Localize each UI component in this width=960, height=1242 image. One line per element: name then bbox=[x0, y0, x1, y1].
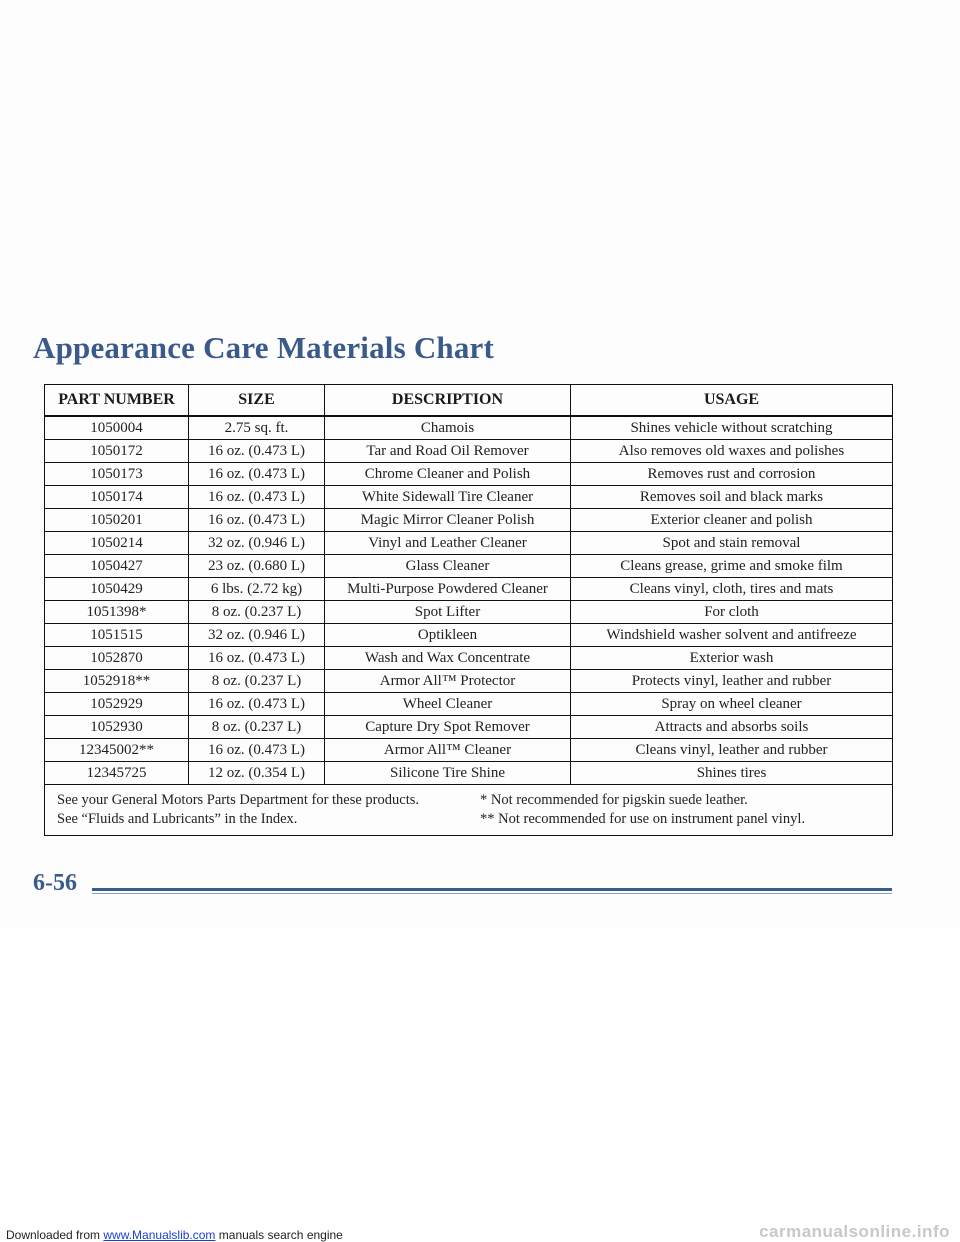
notes-cell bbox=[45, 785, 893, 836]
table-row bbox=[45, 509, 893, 532]
cell-description: Chamois bbox=[325, 416, 571, 440]
cell-usage: Spot and stain removal bbox=[571, 532, 893, 555]
table-row bbox=[45, 624, 893, 647]
page-title: Appearance Care Materials Chart bbox=[33, 330, 495, 365]
cell-description: Multi-Purpose Powdered Cleaner bbox=[325, 578, 571, 601]
cell-size: 2.75 sq. ft. bbox=[189, 416, 325, 440]
materials-table bbox=[44, 384, 893, 836]
header-part-number: PART NUMBER bbox=[45, 385, 189, 417]
cell-part-number: 1050427 bbox=[45, 555, 189, 578]
header-size: SIZE bbox=[189, 385, 325, 417]
cell-size: 16 oz. (0.473 L) bbox=[189, 486, 325, 509]
notes-row bbox=[45, 785, 893, 836]
cell-usage: Removes rust and corrosion bbox=[571, 463, 893, 486]
note-double-asterisk: ** Not recommended for use on instrument panel vinyl. bbox=[480, 811, 805, 827]
footer-rule-thin bbox=[92, 893, 892, 894]
cell-usage: Spray on wheel cleaner bbox=[571, 693, 893, 716]
cell-size: 16 oz. (0.473 L) bbox=[189, 440, 325, 463]
cell-size: 16 oz. (0.473 L) bbox=[189, 463, 325, 486]
cell-part-number: 12345002** bbox=[45, 739, 189, 762]
cell-size: 8 oz. (0.237 L) bbox=[189, 670, 325, 693]
cell-description: Wash and Wax Concentrate bbox=[325, 647, 571, 670]
table-row bbox=[45, 416, 893, 440]
cell-description: Optikleen bbox=[325, 624, 571, 647]
cell-part-number: 1052870 bbox=[45, 647, 189, 670]
header-description: DESCRIPTION bbox=[325, 385, 571, 417]
cell-part-number: 1050173 bbox=[45, 463, 189, 486]
cell-part-number: 1050429 bbox=[45, 578, 189, 601]
cell-description: Glass Cleaner bbox=[325, 555, 571, 578]
cell-usage: For cloth bbox=[571, 601, 893, 624]
cell-description: Tar and Road Oil Remover bbox=[325, 440, 571, 463]
cell-description: Armor All™ Cleaner bbox=[325, 739, 571, 762]
cell-usage: Removes soil and black marks bbox=[571, 486, 893, 509]
cell-size: 23 oz. (0.680 L) bbox=[189, 555, 325, 578]
cell-usage: Exterior wash bbox=[571, 647, 893, 670]
manualslib-link[interactable]: www.Manualslib.com bbox=[103, 1228, 216, 1242]
cell-size: 8 oz. (0.237 L) bbox=[189, 716, 325, 739]
banner-prefix: Downloaded from bbox=[6, 1228, 104, 1242]
cell-size: 16 oz. (0.473 L) bbox=[189, 509, 325, 532]
cell-usage: Exterior cleaner and polish bbox=[571, 509, 893, 532]
cell-part-number: 1052929 bbox=[45, 693, 189, 716]
cell-size: 32 oz. (0.946 L) bbox=[189, 532, 325, 555]
cell-size: 16 oz. (0.473 L) bbox=[189, 739, 325, 762]
table-row bbox=[45, 486, 893, 509]
cell-size: 8 oz. (0.237 L) bbox=[189, 601, 325, 624]
table-row bbox=[45, 440, 893, 463]
cell-size: 16 oz. (0.473 L) bbox=[189, 647, 325, 670]
cell-size: 16 oz. (0.473 L) bbox=[189, 693, 325, 716]
table-row bbox=[45, 670, 893, 693]
cell-part-number: 1050201 bbox=[45, 509, 189, 532]
cell-part-number: 1050174 bbox=[45, 486, 189, 509]
cell-part-number: 1051398* bbox=[45, 601, 189, 624]
cell-usage: Attracts and absorbs soils bbox=[571, 716, 893, 739]
cell-part-number: 12345725 bbox=[45, 762, 189, 785]
table-row bbox=[45, 647, 893, 670]
cell-usage: Cleans vinyl, leather and rubber bbox=[571, 739, 893, 762]
cell-usage: Also removes old waxes and polishes bbox=[571, 440, 893, 463]
cell-part-number: 1050172 bbox=[45, 440, 189, 463]
cell-description: Capture Dry Spot Remover bbox=[325, 716, 571, 739]
cell-description: Vinyl and Leather Cleaner bbox=[325, 532, 571, 555]
watermark: carmanualsonline.info bbox=[759, 1222, 950, 1241]
cell-usage: Cleans vinyl, cloth, tires and mats bbox=[571, 578, 893, 601]
cell-size: 12 oz. (0.354 L) bbox=[189, 762, 325, 785]
download-banner bbox=[6, 1228, 343, 1242]
cell-description: Silicone Tire Shine bbox=[325, 762, 571, 785]
cell-usage: Cleans grease, grime and smoke film bbox=[571, 555, 893, 578]
table-row bbox=[45, 693, 893, 716]
banner-suffix: manuals search engine bbox=[215, 1228, 343, 1242]
cell-usage: Shines vehicle without scratching bbox=[571, 416, 893, 440]
footer-rule bbox=[92, 888, 892, 891]
note-parts-department: See your General Motors Parts Department for these products. bbox=[57, 792, 419, 808]
cell-part-number: 1050004 bbox=[45, 416, 189, 440]
cell-description: Spot Lifter bbox=[325, 601, 571, 624]
table-row bbox=[45, 601, 893, 624]
header-usage: USAGE bbox=[571, 385, 893, 417]
table-row bbox=[45, 762, 893, 785]
cell-part-number: 1050214 bbox=[45, 532, 189, 555]
cell-usage: Protects vinyl, leather and rubber bbox=[571, 670, 893, 693]
page-number: 6-56 bbox=[33, 870, 77, 896]
table-row bbox=[45, 716, 893, 739]
cell-description: Armor All™ Protector bbox=[325, 670, 571, 693]
cell-size: 32 oz. (0.946 L) bbox=[189, 624, 325, 647]
table-row bbox=[45, 739, 893, 762]
table-row bbox=[45, 463, 893, 486]
table-row bbox=[45, 532, 893, 555]
note-fluids-lubricants: See “Fluids and Lubricants” in the Index. bbox=[57, 811, 298, 827]
cell-description: Chrome Cleaner and Polish bbox=[325, 463, 571, 486]
cell-description: Wheel Cleaner bbox=[325, 693, 571, 716]
cell-size: 6 lbs. (2.72 kg) bbox=[189, 578, 325, 601]
cell-usage: Shines tires bbox=[571, 762, 893, 785]
cell-description: White Sidewall Tire Cleaner bbox=[325, 486, 571, 509]
cell-part-number: 1051515 bbox=[45, 624, 189, 647]
cell-part-number: 1052918** bbox=[45, 670, 189, 693]
cell-description: Magic Mirror Cleaner Polish bbox=[325, 509, 571, 532]
table-row bbox=[45, 578, 893, 601]
note-single-asterisk: * Not recommended for pigskin suede leather. bbox=[480, 792, 748, 808]
table-row bbox=[45, 555, 893, 578]
table-header-row bbox=[45, 385, 893, 417]
table-body bbox=[45, 416, 893, 785]
cell-part-number: 1052930 bbox=[45, 716, 189, 739]
cell-usage: Windshield washer solvent and antifreeze bbox=[571, 624, 893, 647]
